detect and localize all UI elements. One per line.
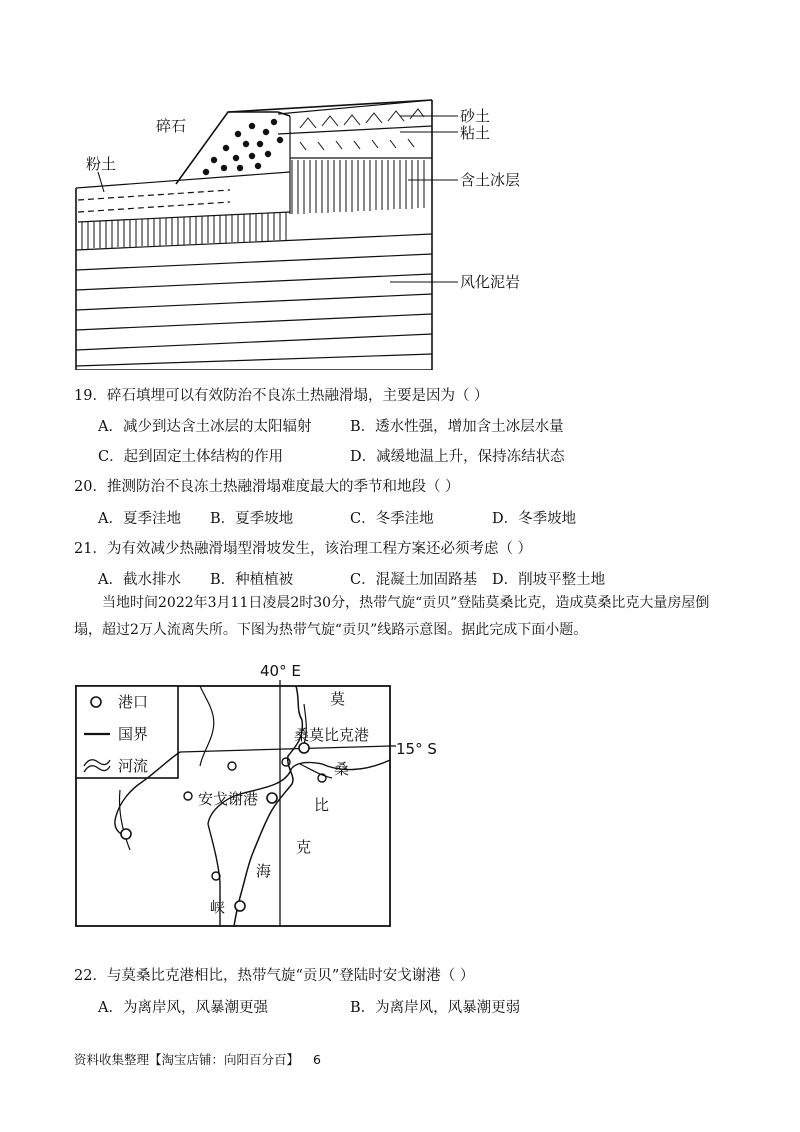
silt-label: 粉土 [86,155,117,173]
strait-char-xia: 峡 [210,898,226,916]
q21-option-b: B．种植植被 [210,572,294,588]
q19-option-b: B．透水性强，增加含土冰层水量 [350,419,564,435]
country-char-sang: 桑 [334,760,350,778]
port-mozambique-marker [299,743,309,753]
footer-text: 资料收集整理【淘宝店铺：向阳百分百】 [74,1052,300,1067]
q22-option-b: B．为离岸风，风暴潮更弱 [350,1000,521,1016]
port-angoche-marker [267,793,277,803]
latitude-label: 15° S [396,740,437,758]
country-char-bi: 比 [314,796,330,814]
mudstone-label: 风化泥岩 [460,273,521,291]
question-19-stem: 19．碎石填埋可以有效防治不良冻土热融滑塌，主要是因为（ ） [74,388,489,404]
q20-option-d: D．冬季坡地 [492,511,577,527]
q21-option-d: D．削坡平整土地 [492,572,606,588]
q19-option-c: C．起到固定土体结构的作用 [98,449,284,465]
cyclone-intro-paragraph: 当地时间2022年3月11日凌晨2时30分，热带气旋“贡贝”登陆莫桑比克，造成莫桑比克大量房屋倒塌，超过2万人流离失所。下图为热带气旋“贡贝”线路示意图。据此完成下面小题。 [74,595,710,638]
port-mozambique-label: 桑莫比克港 [294,726,370,744]
legend-port-label: 港口 [118,693,149,711]
q22-option-a: A．为离岸风，风暴潮更强 [98,1000,268,1016]
legend-river-label: 河流 [118,757,149,775]
q20-option-a: A．夏季洼地 [98,511,181,527]
question-20-stem: 20．推测防治不良冻土热融滑塌难度最大的季节和地段（ ） [74,479,460,495]
q20-option-c: C．冬季洼地 [350,511,434,527]
page-number: 6 [313,1052,321,1067]
ice-layer-label: 含土冰层 [460,171,521,189]
port-angoche-label: 安戈谢港 [198,790,259,808]
place-mo: 莫 [330,690,346,708]
q21-option-a: A．截水排水 [98,572,181,588]
strait-char-hai: 海 [256,862,272,880]
sand-label: 砂土 [460,107,491,125]
permafrost-cross-section-figure [60,88,560,370]
legend-border-label: 国界 [118,725,149,743]
q21-option-c: C．混凝土加固路基 [350,572,478,588]
longitude-label: 40° E [260,662,301,680]
question-21-stem: 21．为有效减少热融滑塌型滑坡发生，该治理工程方案还必须考虑（ ） [74,541,533,557]
question-22-stem: 22．与莫桑比克港相比，热带气旋“贡贝”登陆时安戈谢港（ ） [74,968,475,984]
country-char-ke: 克 [296,838,312,856]
q20-option-b: B．夏季坡地 [210,511,294,527]
cyclone-track-map [60,660,460,945]
clay-label: 粘土 [460,124,491,142]
footer-source [74,1050,321,1068]
gravel-label: 碎石 [156,117,187,135]
q19-option-d: D．减缓地温上升，保持冻结状态 [350,449,565,465]
q19-option-a: A．减少到达含土冰层的太阳辐射 [98,419,312,435]
